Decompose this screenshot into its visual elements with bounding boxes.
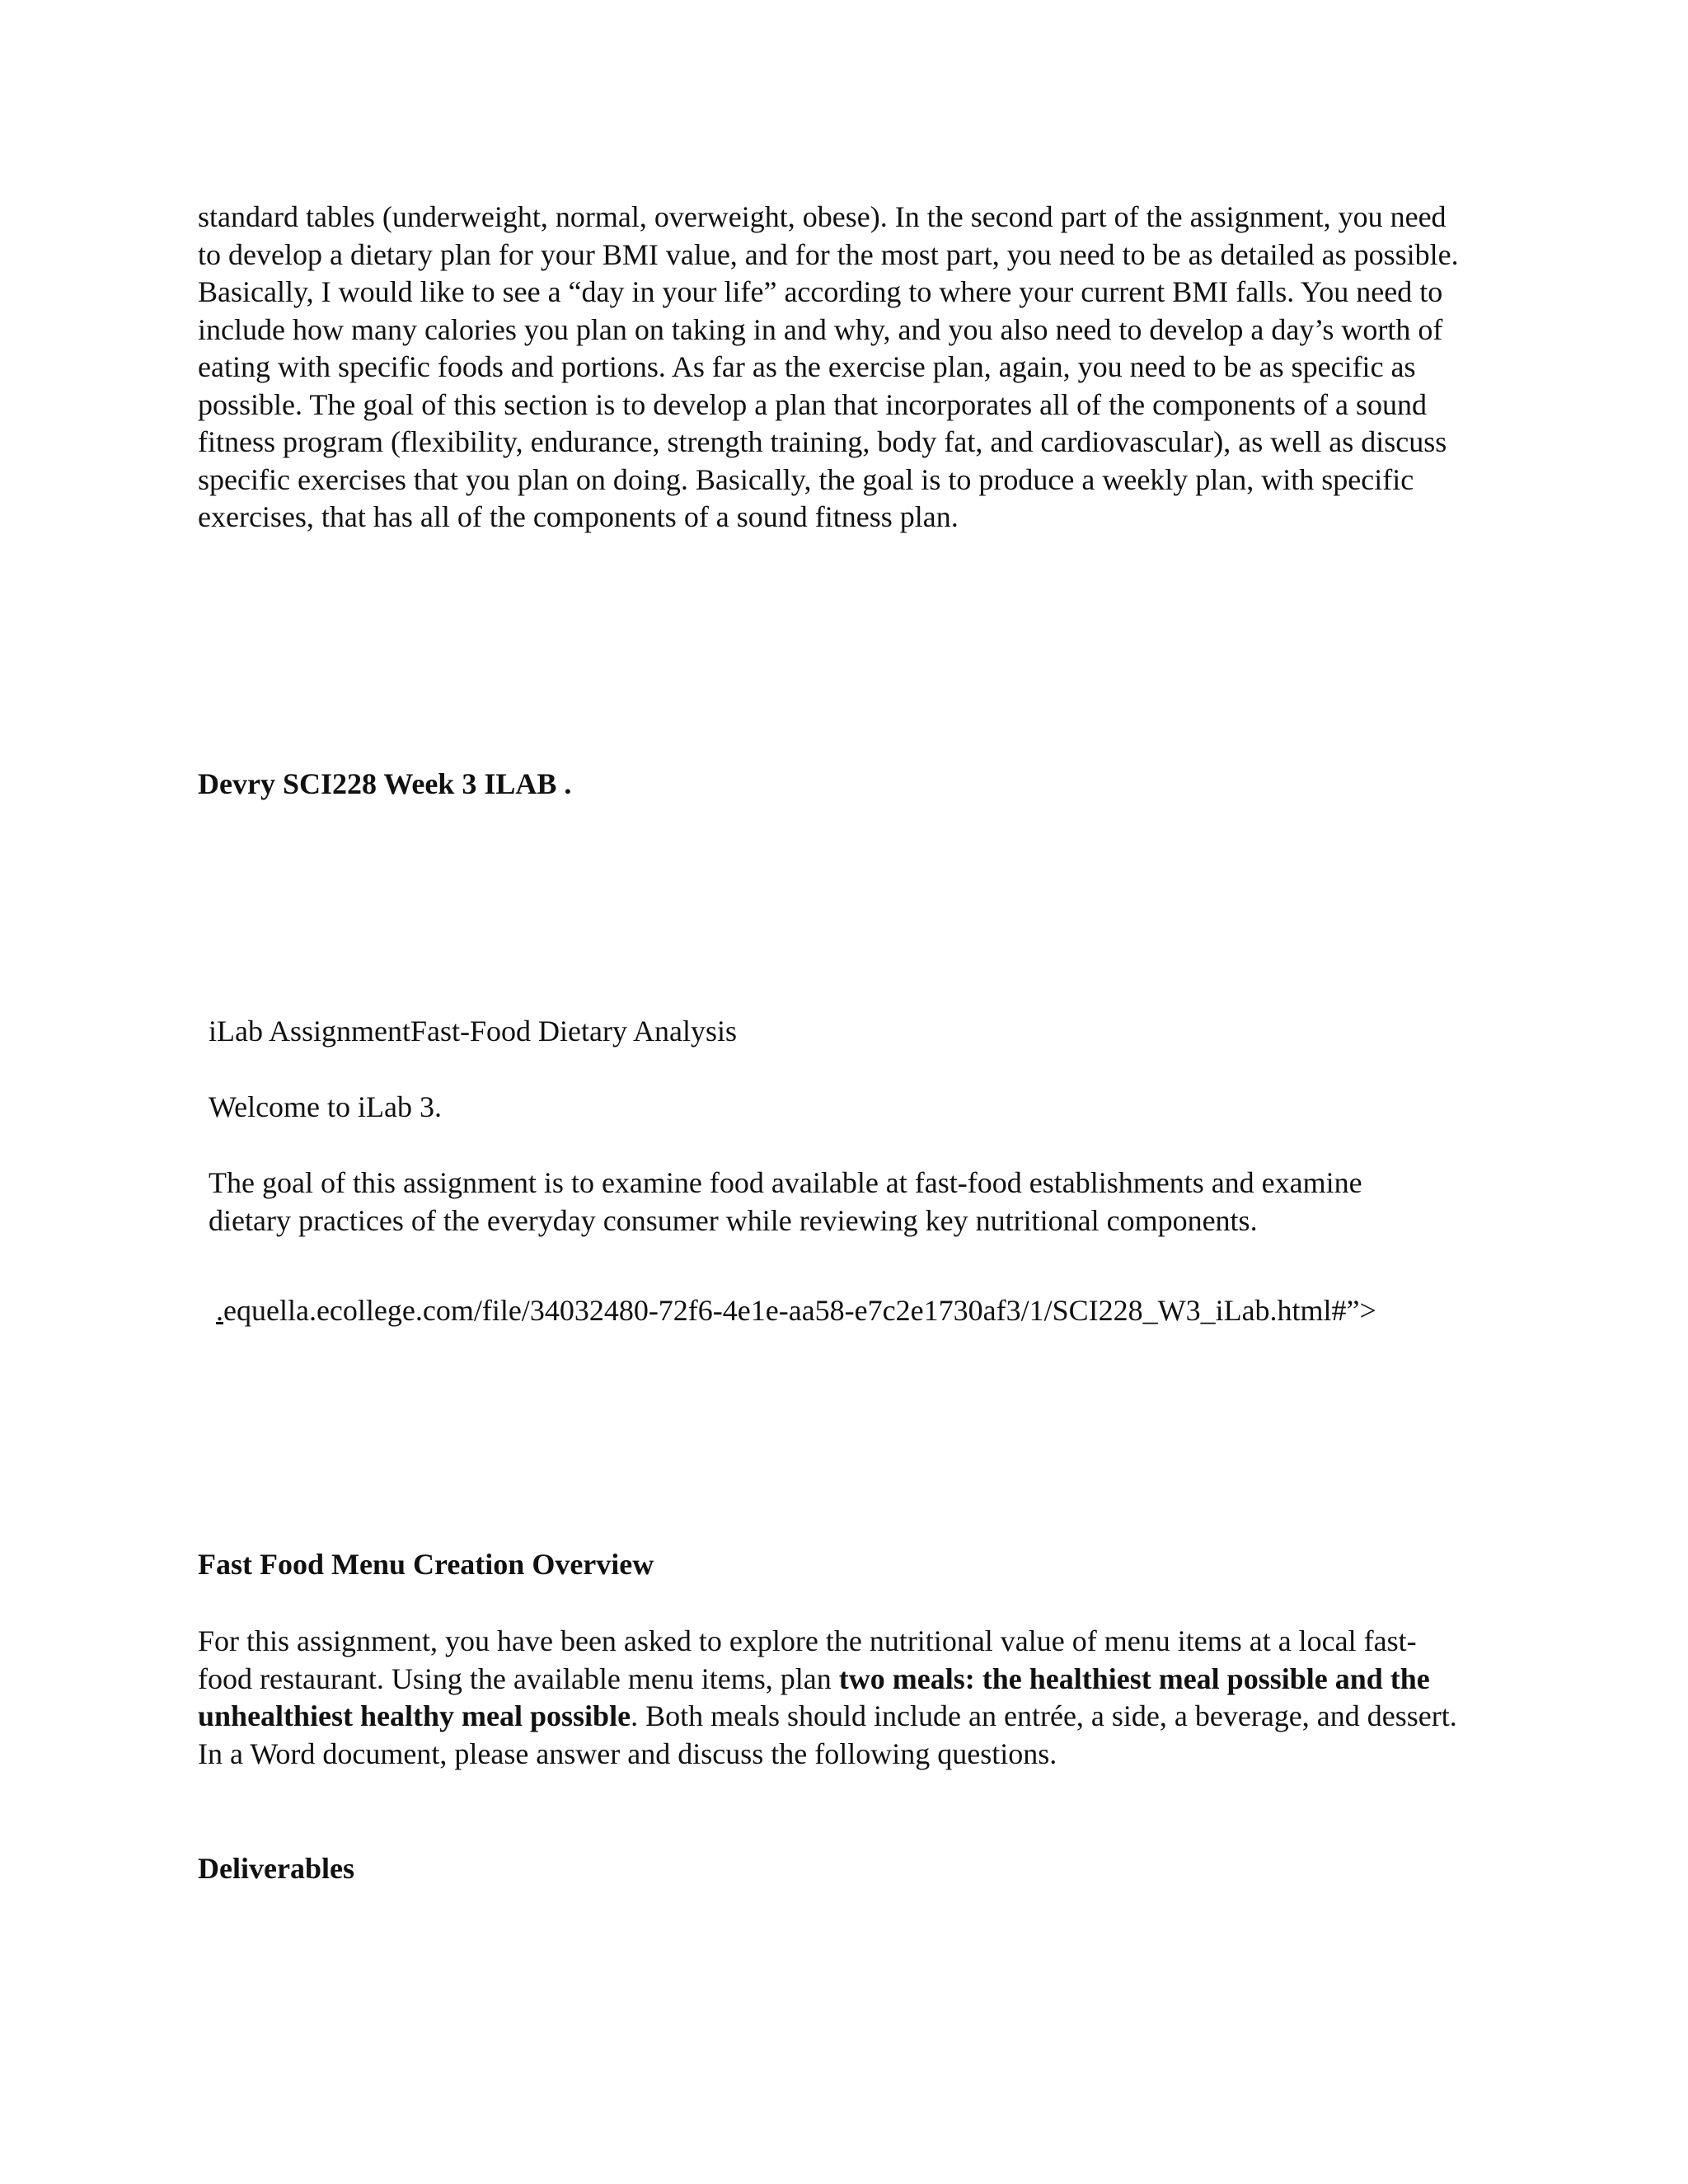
link-text: equella.ecollege.com/file/34032480-72f6-4e1e-aa58-e7c2e1730af3/1/SCI228_W3_iLab.html#”> xyxy=(223,1294,1376,1327)
week3-heading: Devry SCI228 Week 3 ILAB . xyxy=(198,767,572,800)
deliverables-heading: Deliverables xyxy=(198,1852,354,1885)
overview-heading: Fast Food Menu Creation Overview xyxy=(198,1548,654,1581)
overview-bold-text: two meals: the healthiest meal possible and the unhealthiest healthy meal possible xyxy=(198,1661,1430,1732)
ilab-title: iLab AssignmentFast-Food Dietary Analysis xyxy=(209,1015,737,1047)
overview-text-1: For this assignment, you have been asked to explore the nutritional value of menu items at a local fast-food restaurant. Using the available menu items, plan xyxy=(198,1624,1417,1695)
ilab-goal: The goal of this assignment is to examine food available at fast-food establishments and examine dietary practices of the everyday consumer while reviewing key nutritional components. xyxy=(209,1166,1362,1237)
ilab-link[interactable] xyxy=(216,1291,1452,1329)
intro-paragraph: standard tables (underweight, normal, overweight, obese). In the second part of the assignment, you need to develop a dietary plan for your BMI value, and for the most part, you need to be as detailed as possible. Basically, I would like to see a “day in your life” according to where your current BMI falls. You need to include how many calories you plan on taking in and why, and you also need to develop a day’s worth of eating with specific foods and portions. As far as the exercise plan, again, you need to be as specific as possible. The goal of this section is to develop a plan that incorporates all of the components of a sound fitness program (flexibility, endurance, strength training, body fat, and cardiovascular), as well as discuss specific exercises that you plan on doing. Basically, the goal is to produce a weekly plan, with specific exercises, that has all of the components of a sound fitness plan. xyxy=(198,200,1459,533)
overview-paragraph xyxy=(198,1623,1467,1773)
overview-text-2: . Both meals should include an entrée, a side, a beverage, and dessert. In a Word document, please answer and discuss the following questions. xyxy=(198,1699,1457,1770)
ilab-welcome: Welcome to iLab 3. xyxy=(209,1090,443,1123)
link-dot[interactable]: . xyxy=(216,1294,223,1327)
